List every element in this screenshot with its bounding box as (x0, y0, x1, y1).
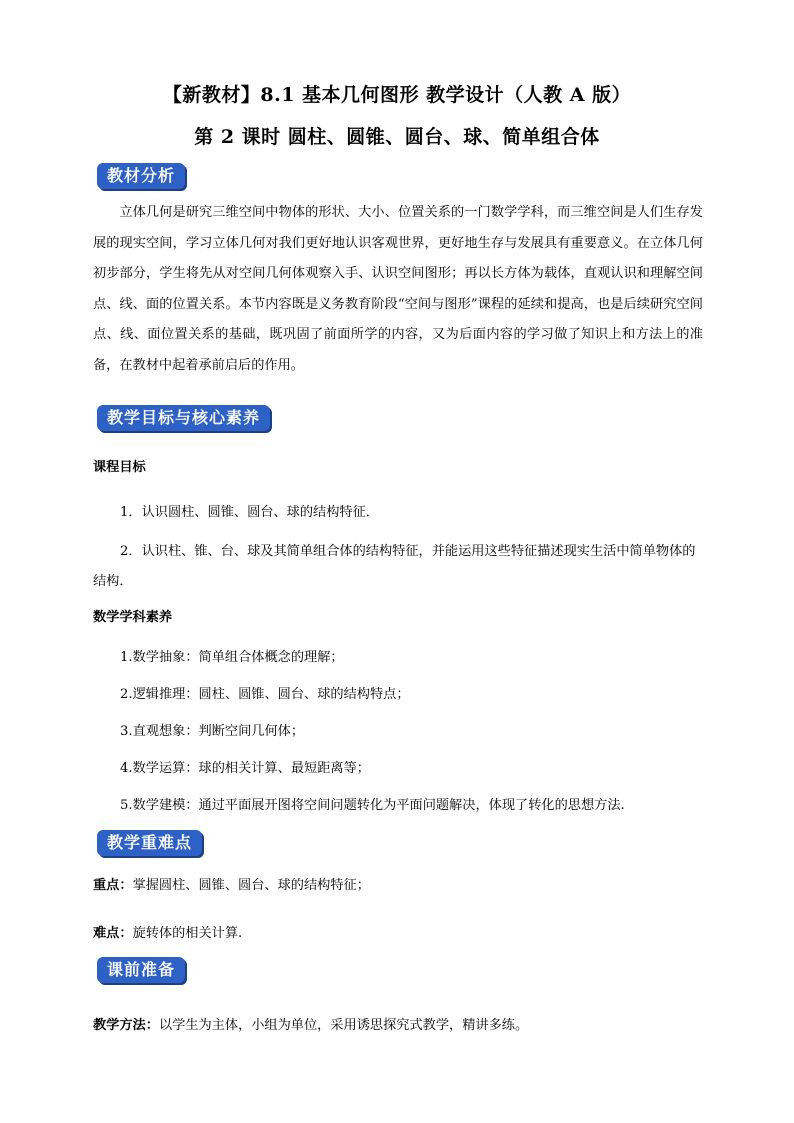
key-point-text: 掌握圆柱、圆锥、圆台、球的结构特征； (132, 878, 370, 893)
literacy-item: 1.数学抽象：简单组合体概念的理解； (120, 650, 344, 665)
key-point-label: 重点： (93, 878, 133, 893)
section-tag-goals: 教学目标与核心素养 (97, 405, 270, 431)
document-title: 【新教材】8.1 基本几何图形 教学设计（人教 A 版） (162, 84, 632, 106)
literacy-item: 5.数学建模：通过平面展开图将空间问题转化为平面问题解决，体现了转化的思想方法. (120, 798, 625, 813)
teaching-method-line (93, 1016, 528, 1036)
course-goal-item: 1．认识圆柱、圆锥、圆台、球的结构特征． (120, 505, 379, 520)
analysis-paragraph: 立体几何是研究三维空间中物体的形状、大小、位置关系的一门数学学科，而三维空间是人们生存发展的现实空间，学习立体几何对我们更好地认识客观世界，更好地生存与发展具有重要意义。在立体几何初步部分，学生将先从对空间几何体观察入手、认识空间图形；再以长方体为载体，直观认识和理解空间点、线、面的位置关系。本节内容既是义务教育阶段“空间与图形”课程的延续和提高，也是后续研究空间点、线、面位置关系的基础，既巩固了前面所学的内容，又为后面内容的学习做了知识上和方法上的准备，在教材中起着承前启后的作用。 (93, 205, 703, 373)
teaching-method-label: 教学方法： (93, 1018, 159, 1033)
difficult-point-label: 难点： (93, 926, 133, 941)
difficult-point-text: 旋转体的相关计算. (132, 926, 243, 941)
difficult-point-line (93, 924, 242, 944)
teaching-method-text: 以学生为主体，小组为单位，采用诱思探究式教学，精讲多练。 (158, 1018, 529, 1033)
section-tag-key-points: 教学重难点 (97, 830, 202, 856)
literacy-item: 2.逻辑推理：圆柱、圆锥、圆台、球的结构特点； (120, 687, 410, 702)
course-goal-item: 2．认识柱、锥、台、球及其简单组合体的结构特征，并能运用这些特征描述现实生活中简单物体的结构． (93, 544, 696, 589)
literacy-heading: 数学学科素养 (93, 610, 173, 625)
section-tag-preparation: 课前准备 (97, 957, 185, 983)
section-tag-analysis: 教材分析 (97, 163, 185, 189)
literacy-item: 4.数学运算：球的相关计算、最短距离等； (120, 761, 370, 776)
document-subtitle: 第 2 课时 圆柱、圆锥、圆台、球、简单组合体 (194, 126, 600, 148)
literacy-item: 3.直观想象：判断空间几何体； (120, 724, 305, 739)
key-point-line (93, 876, 370, 896)
course-goals-heading: 课程目标 (93, 460, 146, 475)
